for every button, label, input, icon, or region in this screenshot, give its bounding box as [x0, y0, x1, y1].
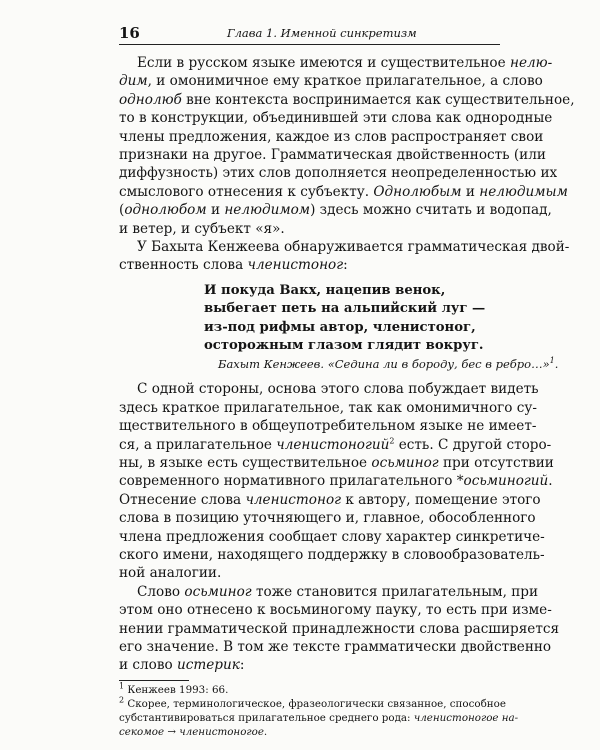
- bold-run: автор: [319, 319, 364, 335]
- footnote-ref: 2: [119, 695, 125, 705]
- italic-run: Однолюбым: [373, 183, 462, 200]
- footnote-2-line: секомое → членистоногое.: [119, 725, 268, 738]
- text-line: признаки на другое. Грамматическая двойственность (или: [119, 147, 546, 163]
- text-line: ны, в языке есть существительное осьминог при отсутствии: [119, 455, 554, 471]
- header-rule: [119, 44, 500, 45]
- text-line: ся, а прилагательное членистоногий$^2$ есть. С другой сторо-: [119, 436, 552, 453]
- footnote-ref: 1: [119, 681, 125, 691]
- text-line: дим, и омонимичное ему краткое прилагательное, а слово: [119, 73, 543, 90]
- italic-run: истерик: [176, 657, 240, 674]
- text-line: то в конструкции, объединившей эти слова как однородные: [119, 110, 553, 127]
- footnote-ref: 1: [549, 356, 555, 366]
- page-number: 16: [119, 24, 140, 42]
- bold-run: членистоног: [372, 319, 472, 335]
- text-line: ственность слова членистоног:: [119, 257, 348, 274]
- italic-run: однолюбом: [124, 202, 207, 219]
- text-line: ществительного в общеупотребительном языке не имеет-: [119, 418, 537, 435]
- page-header: [119, 24, 500, 46]
- footnote-2-line: $^2$ Скорее, терминологическое, фразеологически связанное, способное: [119, 695, 506, 710]
- verse-line: выбегает петь на альпийский луг —: [204, 301, 486, 317]
- footnote-2-line: субстантивироваться прилагательное среднего рода: членистоногое на-: [119, 711, 519, 724]
- italic-run: членистоногое: [179, 725, 264, 738]
- footnote-1: $^1$ Кенжеев 1993: 66.: [119, 681, 229, 696]
- italic-run: нелюдимом: [224, 202, 311, 219]
- text-line: его значение. В том же тексте грамматически двойственно: [119, 639, 552, 655]
- footnote-rule: [119, 680, 189, 681]
- text-line: Если в русском языке имеются и существительное нелю-: [137, 55, 553, 71]
- text-line: этом оно отнесено к восьминогому пауку, то есть при изме-: [119, 602, 552, 619]
- italic-run: осьминог: [371, 455, 439, 471]
- running-head: Глава 1. Именной синкретизм: [227, 26, 417, 40]
- italic-run: дим: [119, 73, 148, 90]
- footnote-ref: 2: [389, 436, 395, 446]
- text-line: У Бахыта Кенжеева обнаруживается грамматическая двой-: [137, 239, 570, 255]
- text-line: однолюб вне контекста воспринимается как существительное,: [119, 91, 575, 108]
- italic-run: членистоног: [247, 257, 344, 274]
- italic-run: членистоногое на-: [413, 711, 519, 724]
- text-line: слова в позицию уточняющего и, главное, обособленного: [119, 510, 536, 527]
- text-line: члены предложения, каждое из слов распространяет свои: [119, 128, 544, 145]
- text-line: и слово истерик:: [119, 657, 245, 674]
- text-line: нении грамматической принадлежности слова расширяется: [119, 620, 560, 637]
- text-line: Отнесение слова членистоног к автору, помещение этого: [119, 491, 541, 508]
- italic-run: членистоног: [245, 491, 341, 508]
- verse-attribution: Бахыт Кенжеев. «Седина ли в бороду, бес в ребро…»$^1$.: [218, 356, 559, 372]
- text-line: ной аналогии.: [119, 565, 222, 582]
- text-line: современного нормативного прилагательного *осьминогий.: [119, 473, 553, 490]
- verse-line: осторожным глазом глядит вокруг.: [204, 338, 484, 353]
- verse-line: И покуда Вакх, нацепив венок,: [204, 282, 446, 298]
- italic-run: членистоногий: [276, 436, 390, 453]
- text-line: и ветер, и субъект «я».: [119, 220, 285, 237]
- text-line: С одной стороны, основа этого слова побуждает видеть: [137, 381, 539, 398]
- italic-run: однолюб: [119, 91, 182, 108]
- text-line: (однолюбом и нелюдимом) здесь можно считать и водопад,: [119, 202, 552, 219]
- italic-run: секомое: [119, 725, 165, 738]
- italic-run: *осьминогий: [456, 473, 549, 490]
- text-line: члена предложения сообщает слову характер синкретиче-: [119, 528, 545, 545]
- text-line: ского имени, находящего поддержку в словообразователь-: [119, 547, 545, 563]
- text-line: здесь краткое прилагательное, так как омонимичного су-: [119, 399, 537, 416]
- verse-line: из-под рифмы автор, членистоног,: [204, 319, 476, 335]
- text-line: диффузность) этих слов дополняется неопределенностью их: [119, 165, 558, 182]
- text-line: смыслового отнесения к субъекту. Однолюбым и нелюдимым: [119, 183, 568, 200]
- italic-run: нелюдимым: [479, 183, 568, 200]
- italic-run: нелю-: [509, 55, 553, 71]
- text-line: Слово осьминог тоже становится прилагательным, при: [137, 583, 539, 600]
- italic-run: осьминог: [184, 583, 252, 600]
